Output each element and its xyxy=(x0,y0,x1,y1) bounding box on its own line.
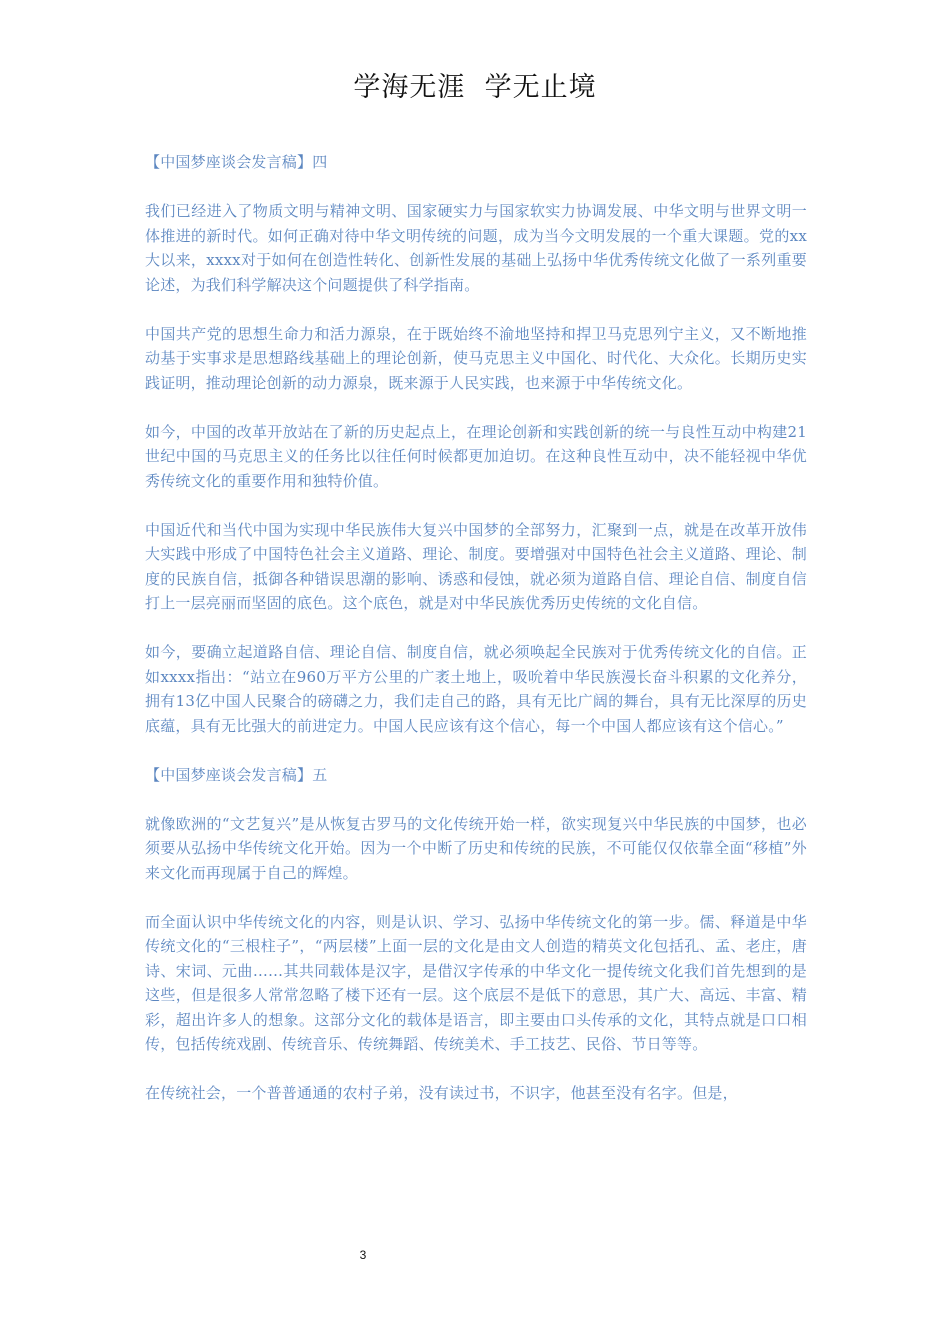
paragraph: 如今，中国的改革开放站在了新的历史起点上，在理论创新和实践创新的统一与良性互动中构建21世纪中国的马克思主义的任务比以往任何时候都更加迫切。在这种良性互动中，决不能轻视中华优秀传统文化的重要作用和独特价值。 xyxy=(145,422,807,490)
paragraph: 在传统社会，一个普普通通的农村子弟，没有读过书，不识字，他甚至没有名字。但是， xyxy=(145,1084,738,1102)
section-heading: 【中国梦座谈会发言稿】四 xyxy=(145,153,328,171)
paragraph: 如今，要确立起道路自信、理论自信、制度自信，就必须唤起全民族对于优秀传统文化的自信。正如xxxx指出：“站立在960万平方公里的广袤土地上，吸吮着中华民族漫长奋斗积累的文化养分，拥有13亿中国人民聚合的磅礴之力，我们走自己的路，具有无比广阔的舞台，具有无比深厚的历史底蕴，具有无比强大的前进定力。中国人民应该有这个信心，每一个中国人都应该有这个信心。” xyxy=(145,643,807,735)
paragraph: 而全面认识中华传统文化的内容，则是认识、学习、弘扬中华传统文化的第一步。儒、释道是中华传统文化的“三根柱子”，“两层楼”上面一层的文化是由文人创造的精英文化包括孔、孟、老庄，唐诗、宋词、元曲……其共同载体是汉字，是借汉字传承的中华文化一提传统文化我们首先想到的是这些，但是很多人常常忽略了楼下还有一层。这个底层不是低下的意思，其广大、高远、丰富、精彩，超出许多人的想象。这部分文化的载体是语言，即主要由口头传承的文化，其特点就是口口相传，包括传统戏剧、传统音乐、传统舞蹈、传统美术、手工技艺、民俗、节日等等。 xyxy=(145,912,807,1053)
paragraph: 中国共产党的思想生命力和活力源泉，在于既始终不渝地坚持和捍卫马克思列宁主义，又不断地推动基于实事求是思想路线基础上的理论创新，使马克思主义中国化、时代化、大众化。长期历史实践证明，推动理论创新的动力源泉，既来源于人民实践，也来源于中华传统文化。 xyxy=(145,324,807,392)
paragraph: 我们已经进入了物质文明与精神文明、国家硬实力与国家软实力协调发展、中华文明与世界文明一体推进的新时代。如何正确对待中华文明传统的问题，成为当今文明发展的一个重大课题。党的xx大以来，xxxx对于如何在创造性转化、创新性发展的基础上弘扬中华优秀传统文化做了一系列重要论述，为我们科学解决这个问题提供了科学指南。 xyxy=(145,202,807,294)
page-number: 3 xyxy=(359,1248,367,1262)
paragraph: 中国近代和当代中国为实现中华民族伟大复兴中国梦的全部努力，汇聚到一点，就是在改革开放伟大实践中形成了中国特色社会主义道路、理论、制度。要增强对中国特色社会主义道路、理论、制度的民族自信，抵御各种错误思潮的影响、诱惑和侵蚀，就必须为道路自信、理论自信、制度自信打上一层亮丽而坚固的底色。这个底色，就是对中华民族优秀历史传统的文化自信。 xyxy=(145,520,807,612)
document-body xyxy=(145,150,807,1130)
page-header-title: 学海无涯 学无止境 xyxy=(353,72,597,103)
section-heading: 【中国梦座谈会发言稿】五 xyxy=(145,765,328,784)
paragraph: 就像欧洲的“文艺复兴”是从恢复古罗马的文化传统开始一样，欲实现复兴中华民族的中国梦，也必须要从弘扬中华传统文化开始。因为一个中断了历史和传统的民族，不可能仅仅依靠全面“移植”外来文化而再现属于自己的辉煌。 xyxy=(145,814,807,882)
